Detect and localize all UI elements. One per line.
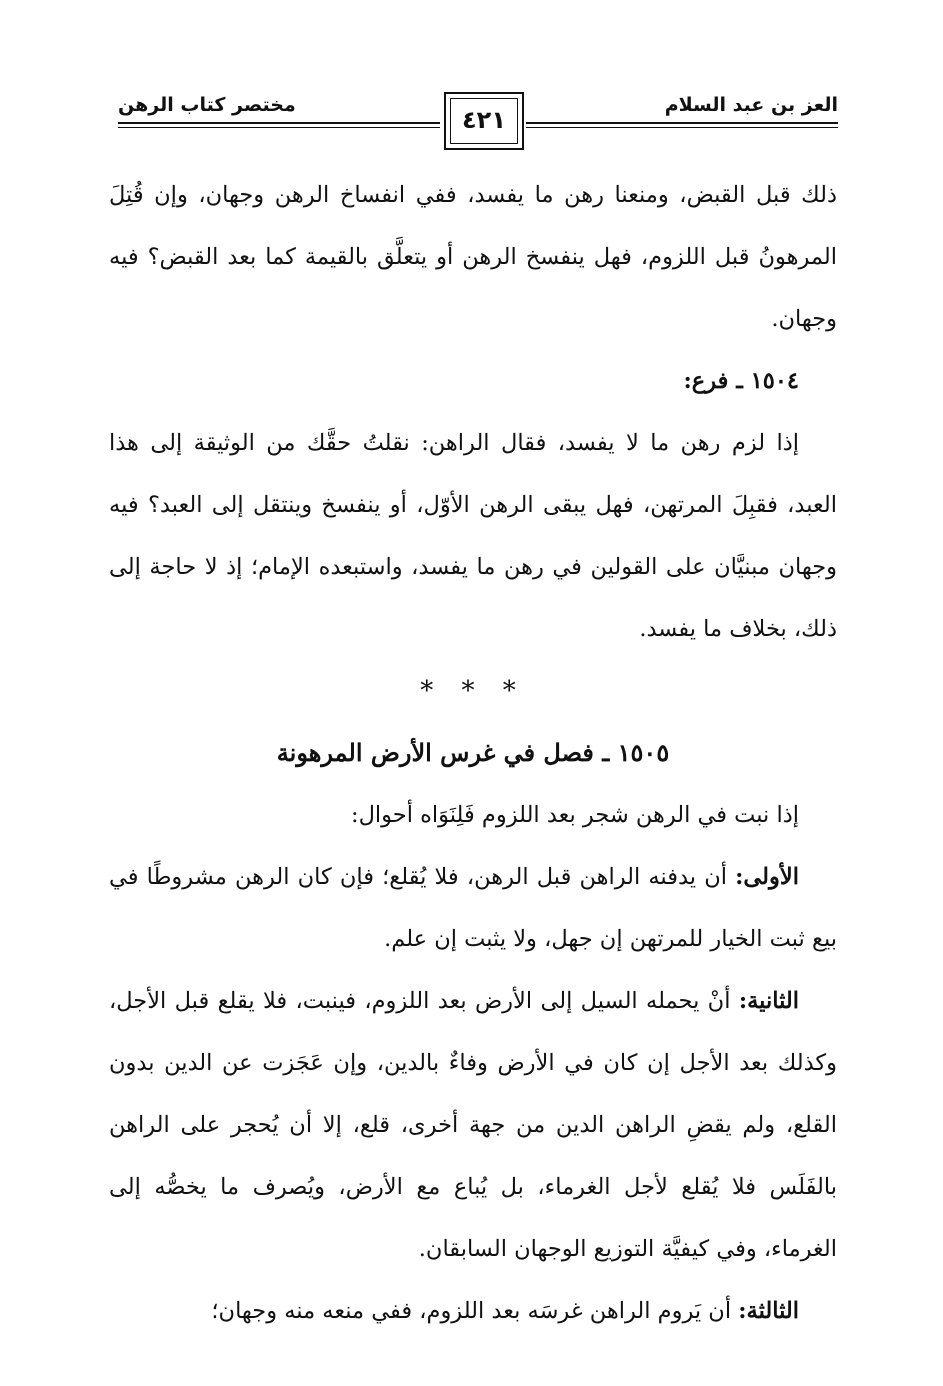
paragraph-second-case (109, 970, 837, 1280)
page-number-frame (444, 92, 524, 150)
running-header (118, 86, 838, 166)
page-number: ٤٢١ (462, 106, 506, 134)
book-title: مختصر كتاب الرهن (118, 94, 296, 116)
first-case-text: أن يدفنه الراهن قبل الرهن، فلا يُقلع؛ فإن كان الرهن مشروطًا في بيع ثبت الخيار للمرتهن إن جهل، ولا يثبت إن علم. (109, 864, 837, 952)
body-text (109, 164, 837, 1342)
third-case-label: الثالثة: (738, 1298, 799, 1324)
second-case-text: أنْ يحمله السيل إلى الأرض بعد اللزوم، فينبت، فلا يقلع قبل الأجل، وكذلك بعد الأجل إن كان في الأرض وفاءٌ بالدين، وإن عَجَزت عن الدين بدون القلع، ولم يقضِ الراهن الدين من جهة أخرى، قلع، إلا أن يُحجر على الراهن بالفَلَس فلا يُقلع لأجل الغرماء، بل يُباع مع الأرض، ويُصرف ما يخصُّه إلى الغرماء، وفي كيفيَّة التوزيع الوجهان السابقان. (109, 988, 837, 1262)
paragraph-continuation: ذلك قبل القبض، ومنعنا رهن ما يفسد، ففي انفساخ الرهن وجهان، وإن قُتِلَ المرهونُ قبل اللزوم، فهل ينفسخ الرهن أو يتعلَّق بالقيمة كما بعد القبض؟ فيه وجهان. (109, 182, 837, 332)
branch-heading: ١٥٠٤ ـ فرع: (683, 368, 799, 394)
paragraph-intro: إذا نبت في الرهن شجر بعد اللزوم فَلِنَوَاه أحوال: (350, 802, 799, 828)
author-name: العز بن عبد السلام (664, 94, 838, 116)
header-rule-right (526, 122, 838, 128)
third-case-text: أن يَروم الراهن غرسَه بعد اللزوم، ففي منعه منه وجهان؛ (211, 1298, 739, 1324)
header-rule-left (118, 122, 440, 128)
section-title: ١٥٠٥ ـ فصل في غرس الأرض المرهونة (276, 738, 670, 767)
section-separator: * * * (420, 676, 526, 706)
second-case-label: الثانية: (738, 988, 799, 1014)
paragraph-first-case (109, 846, 837, 970)
first-case-label: الأولى: (735, 864, 799, 890)
paragraph-branch: إذا لزم رهن ما لا يفسد، فقال الراهن: نقلتُ حقَّك من الوثيقة إلى هذا العبد، فقبِلَ المرتهن، فهل يبقى الرهن الأوّل، أو ينفسخ وينتقل إلى العبد؟ فيه وجهان مبنيَّان على القولين في رهن ما يفسد، واستبعده الإمام؛ إذ لا حاجة إلى ذلك، بخلاف ما يفسد. (109, 430, 837, 642)
paragraph-third-case (109, 1280, 837, 1342)
